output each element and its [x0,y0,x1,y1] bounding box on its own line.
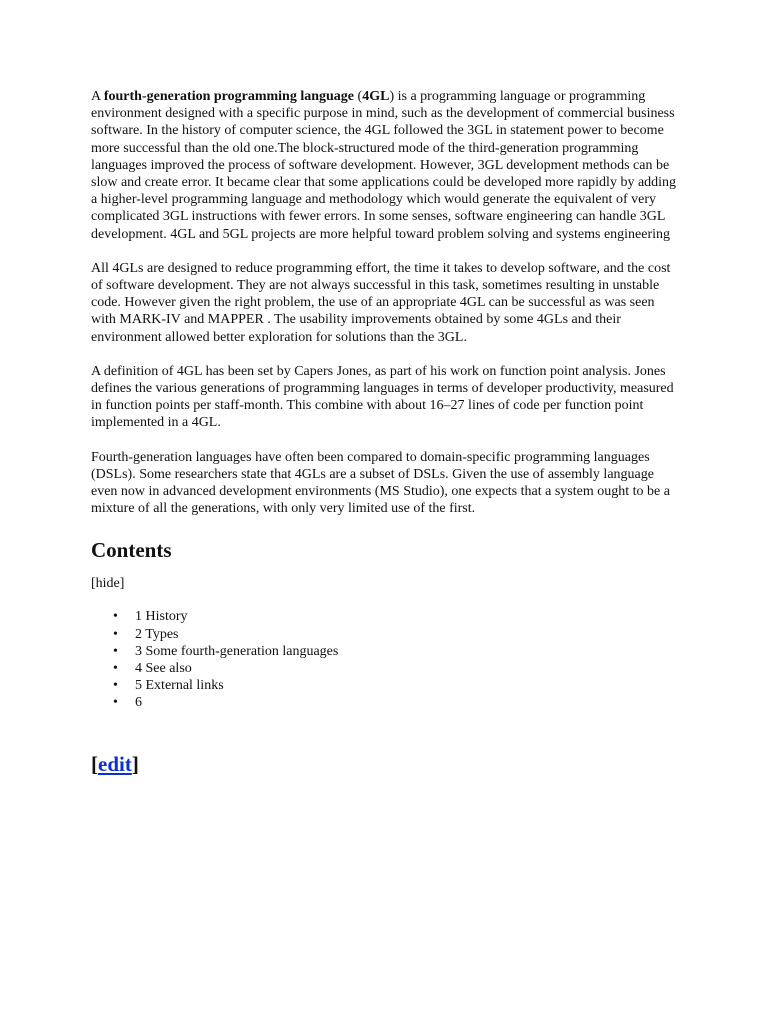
toc-item-languages[interactable] [91,643,681,660]
paragraph-dsl: Fourth-generation languages have often been compared to domain-specific programming languages (DSLs). Some researchers state that 4GLs are a subset of DSLs. Given the use of assembly language even now in advanced development environments (MS Studio), one expects that a system ought to be a mixture of all the generations, with only very limited use of the first. [91,449,670,517]
toc-item-history[interactable] [91,608,681,625]
edit-open-bracket: [ [91,751,98,776]
edit-link[interactable]: edit [98,751,132,776]
intro-term: fourth-generation programming language [103,89,355,104]
toc-list [91,608,681,711]
toc-hide-toggle[interactable]: [hide] [91,576,125,592]
toc-item-label: 3 Some fourth-generation languages [135,643,339,659]
intro-paragraph [91,88,681,243]
document-page [91,88,681,777]
bullet-icon: • [113,643,118,659]
bullet-icon: • [113,626,118,642]
intro-paren-open: ( [354,89,363,104]
toc-item-label: 4 See also [135,661,192,677]
toc-item-external-links[interactable] [91,677,681,694]
bullet-icon: • [113,695,118,711]
toc-item-label: 5 External links [135,678,224,694]
toc-item-label: 2 Types [135,626,179,642]
toc-item-label: 6 [135,695,142,711]
toc-item-6[interactable] [91,694,681,711]
paragraph-effort: All 4GLs are designed to reduce programming effort, the time it takes to develop software, and the cost of software development. They are not always successful in this task, sometimes resulting in unstable code. However given the right problem, the use of an appropriate 4GL can be successful as was seen with MARK-IV and MAPPER . The usability improvements obtained by some 4GLs and their environment allowed better exploration for solutions than the 3GL. [91,260,671,345]
intro-rest: ) is a programming language or programming environment designed with a specific purpose in mind, such as the development of commercial business software. In the history of computer science, the 4GL followed the 3GL in statement power to become more successful than the old one.The block-structured mode of the third-generation programming languages improved the process of software development. However, 3GL development methods can be slow and create error. It became clear that some applications could be developed more rapidly by adding a higher-level programming language and methodology which would generate the equivalent of very complicated 3GL instructions with fewer errors. In some senses, software engineering can handle 3GL development. 4GL and 5GL projects are more helpful toward problem solving and systems engineering [91,89,677,242]
edit-close-bracket: ] [131,751,139,776]
intro-abbr: 4GL [362,89,390,104]
contents-heading: Contents [91,538,172,563]
toc-item-label: 1 History [135,609,188,625]
edit-section-heading [91,751,681,777]
bullet-icon: • [113,661,118,677]
bullet-icon: • [113,678,118,694]
toc-item-see-also[interactable] [91,660,681,677]
bullet-icon: • [113,609,118,625]
paragraph-definition: A definition of 4GL has been set by Capers Jones, as part of his work on function point analysis. Jones defines the various generations of programming languages in terms of developer productivity, measured in function points per staff-month. This combine with about 16–27 lines of code per function point implemented in a 4GL. [91,363,674,431]
toc-item-types[interactable] [91,626,681,643]
intro-prefix: A [91,89,104,104]
